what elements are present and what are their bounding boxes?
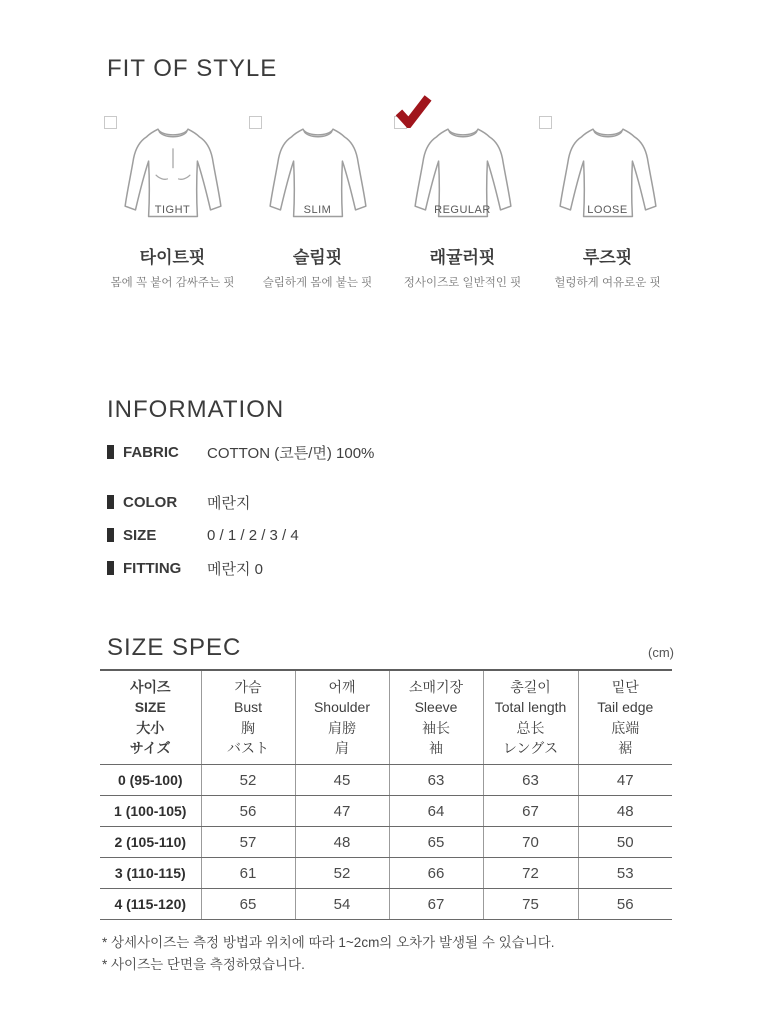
size-spec-header: [100, 634, 674, 662]
value-cell: 54: [295, 889, 389, 920]
footnotes: [102, 932, 680, 977]
value-cell: 72: [483, 858, 578, 889]
info-row-color: [107, 492, 680, 512]
fit-name: 루즈핏: [582, 248, 633, 267]
fit-name: 타이트핏: [139, 248, 206, 267]
value-cell: 52: [201, 765, 295, 796]
value-cell: 47: [578, 765, 672, 796]
value-cell: 70: [483, 827, 578, 858]
value-cell: 61: [201, 858, 295, 889]
table-row: [100, 858, 672, 889]
value-cell: 64: [389, 796, 483, 827]
info-row-fabric: [107, 442, 680, 462]
value-cell: 57: [201, 827, 295, 858]
information-title: INFORMATION: [107, 396, 285, 423]
shirt-illustration-slim: [257, 117, 379, 239]
size-spec-section: [100, 634, 680, 977]
col-header-size: 사이즈 SIZE 大小 サイズ: [100, 670, 201, 765]
shirt-illustration-loose: [547, 117, 669, 239]
size-cell: 1 (100-105): [100, 796, 201, 827]
information-rows: [107, 442, 680, 578]
shirt-code-label: REGULAR: [434, 204, 491, 216]
fit-of-style-section: [100, 55, 680, 290]
col-header-total-length: 총길이 Total length 总长 レングス: [483, 670, 578, 765]
value-cell: 67: [389, 889, 483, 920]
shirt-illustration-regular: [402, 117, 524, 239]
size-cell: 0 (95-100): [100, 765, 201, 796]
col-header-bust: 가슴 Bust 胸 バスト: [201, 670, 295, 765]
value-cell: 47: [295, 796, 389, 827]
value-cell: 56: [201, 796, 295, 827]
info-row-size: [107, 525, 680, 545]
bullet-square-icon: [107, 561, 114, 575]
footnote: * 상세사이즈는 측정 방법과 위치에 따라 1~2cm의 오차가 발생될 수 있습니다.: [102, 935, 555, 951]
value-cell: 66: [389, 858, 483, 889]
fit-option-loose[interactable]: [535, 107, 680, 290]
shirt-code-label: LOOSE: [587, 204, 628, 216]
size-spec-title: SIZE SPEC: [107, 634, 242, 661]
information-section: [100, 396, 680, 578]
value-cell: 52: [295, 858, 389, 889]
col-header-tail-edge: 밑단 Tail edge 底端 裾: [578, 670, 672, 765]
info-label: COLOR: [123, 493, 178, 511]
info-value: COTTON (코튼/면) 100%: [207, 444, 375, 462]
fit-description: 몸에 꼭 붙어 감싸주는 핏: [110, 277, 235, 289]
size-cell: 2 (105-110): [100, 827, 201, 858]
table-header-row: [100, 670, 672, 765]
value-cell: 67: [483, 796, 578, 827]
value-cell: 48: [295, 827, 389, 858]
bullet-square-icon: [107, 528, 114, 542]
value-cell: 56: [578, 889, 672, 920]
value-cell: 48: [578, 796, 672, 827]
table-row: [100, 765, 672, 796]
bullet-square-icon: [107, 495, 114, 509]
value-cell: 63: [389, 765, 483, 796]
info-value: 메란지 0: [207, 560, 263, 578]
value-cell: 63: [483, 765, 578, 796]
fit-options-row: [100, 107, 680, 290]
fit-name: 래귤러핏: [429, 248, 496, 267]
info-label: SIZE: [123, 526, 157, 544]
info-value: 메란지: [207, 494, 251, 512]
fit-of-style-title: FIT OF STYLE: [107, 55, 278, 82]
size-cell: 4 (115-120): [100, 889, 201, 920]
fit-name: 슬림핏: [292, 248, 343, 267]
value-cell: 65: [201, 889, 295, 920]
info-value: 0 / 1 / 2 / 3 / 4: [207, 526, 299, 544]
selected-checkmark-icon: [395, 95, 432, 128]
unit-label: (cm): [648, 645, 674, 660]
value-cell: 75: [483, 889, 578, 920]
info-label: FABRIC: [123, 443, 179, 461]
fit-description: 정사이즈로 일반적인 핏: [403, 277, 522, 289]
col-header-shoulder: 어깨 Shoulder 肩膀 肩: [295, 670, 389, 765]
fit-description: 헐렁하게 여유로운 핏: [554, 277, 661, 289]
fit-description: 슬림하게 몸에 붙는 핏: [262, 277, 373, 289]
table-row: [100, 889, 672, 920]
size-cell: 3 (110-115): [100, 858, 201, 889]
info-label: FITTING: [123, 559, 182, 577]
fit-option-slim[interactable]: [245, 107, 390, 290]
shirt-code-label: TIGHT: [154, 204, 191, 216]
footnote: * 사이즈는 단면을 측정하였습니다.: [102, 957, 305, 973]
col-header-sleeve: 소매기장 Sleeve 袖长 袖: [389, 670, 483, 765]
value-cell: 53: [578, 858, 672, 889]
value-cell: 45: [295, 765, 389, 796]
shirt-code-label: SLIM: [303, 204, 332, 216]
info-row-fitting: [107, 558, 680, 578]
value-cell: 65: [389, 827, 483, 858]
value-cell: 50: [578, 827, 672, 858]
fit-option-regular[interactable]: [390, 107, 535, 290]
table-row: [100, 827, 672, 858]
fit-option-tight[interactable]: [100, 107, 245, 290]
bullet-square-icon: [107, 445, 114, 459]
shirt-illustration-tight: [112, 117, 234, 239]
table-row: [100, 796, 672, 827]
size-spec-table: [100, 669, 672, 920]
